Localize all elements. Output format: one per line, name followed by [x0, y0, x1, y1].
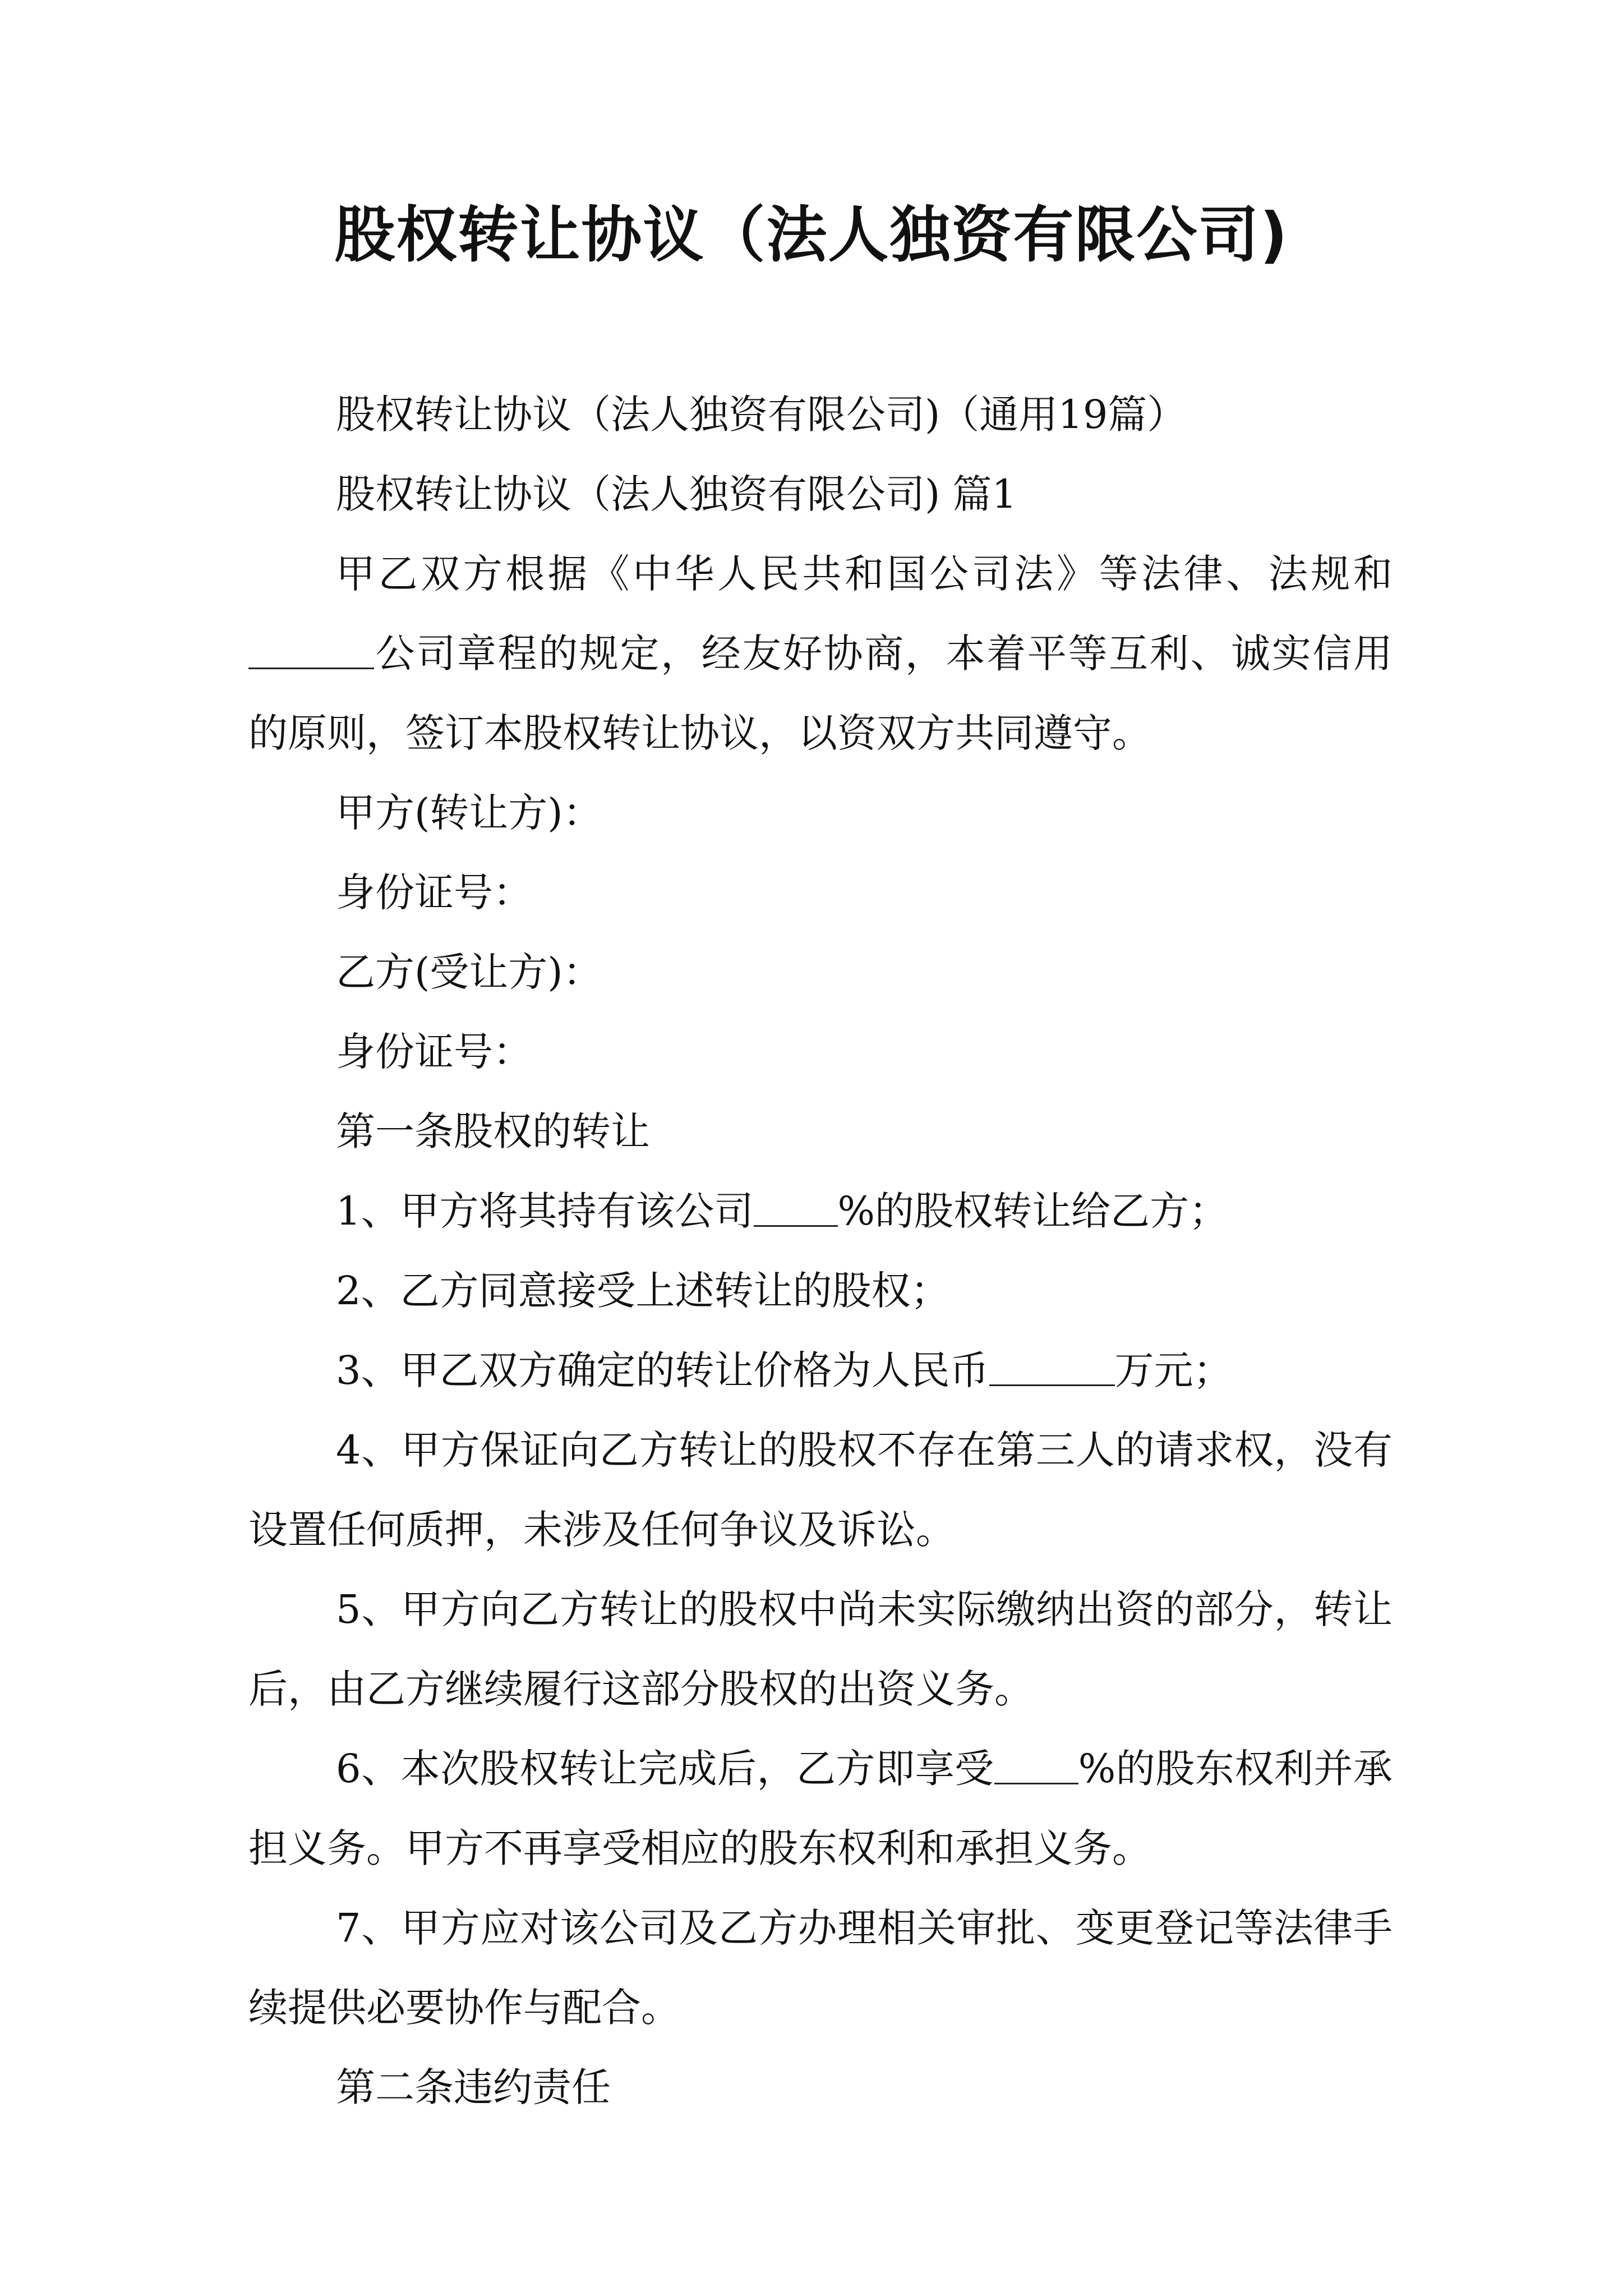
share-percent-blank [754, 1186, 838, 1227]
item-3-text-start: 3、甲乙双方确定的转让价格为人民币 [336, 1347, 989, 1393]
party-b-label: 乙方(受让方)： [336, 949, 602, 995]
article-1-item-2: 2、乙方同意接受上述转让的股权； [336, 1268, 950, 1314]
company-name-blank [248, 628, 374, 669]
party-b-id-label: 身份证号： [336, 1029, 532, 1075]
document-subtitle: 股权转让协议（法人独资有限公司)（通用19篇） [336, 392, 1187, 438]
article-1-heading: 第一条股权的转让 [336, 1108, 650, 1154]
intro-paragraph [248, 534, 1393, 773]
section-heading: 股权转让协议（法人独资有限公司) 篇1 [336, 471, 1017, 517]
intro-text-end: 公司章程的规定，经友好协商，本着平等互利、诚实信用的原则，签订本股权转让协议，以资双方共同遵守。 [248, 631, 1393, 756]
article-1-item-3 [248, 1331, 1393, 1410]
article-1-item-6 [248, 1729, 1393, 1888]
article-1-item-1 [248, 1171, 1393, 1251]
document-body [248, 375, 1393, 2127]
article-1-item-7: 7、甲方应对该公司及乙方办理相关审批、变更登记等法律手续提供必要协作与配合。 [248, 1905, 1393, 2031]
document-title: 股权转让协议（法人独资有限公司) [334, 200, 1289, 270]
item-6-text-end: %的股东权利并承担义务。甲方不再享受相应的股东权利和承担义务。 [248, 1746, 1393, 1871]
party-a-id-label: 身份证号： [336, 869, 532, 915]
item-3-text-end: 万元； [1114, 1347, 1233, 1393]
article-1-item-5: 5、甲方向乙方转让的股权中尚未实际缴纳出资的部分，转让后，由乙方继续履行这部分股权的出资义务。 [248, 1586, 1393, 1712]
price-blank [989, 1345, 1115, 1386]
shareholder-percent-blank [994, 1743, 1078, 1784]
item-1-text-end: %的股权转让给乙方； [837, 1188, 1229, 1234]
intro-text-start: 甲乙双方根据《中华人民共和国公司法》等法律、法规和 [336, 551, 1393, 597]
item-6-text-start: 6、本次股权转让完成后，乙方即享受 [336, 1746, 994, 1792]
party-a-label: 甲方(转让方)： [336, 790, 602, 836]
item-1-text-start: 1、甲方将其持有该公司 [336, 1188, 754, 1234]
article-1-item-4: 4、甲方保证向乙方转让的股权不存在第三人的请求权，没有设置任何质押，未涉及任何争议及诉讼。 [248, 1427, 1393, 1553]
article-2-heading: 第二条违约责任 [336, 2064, 611, 2110]
